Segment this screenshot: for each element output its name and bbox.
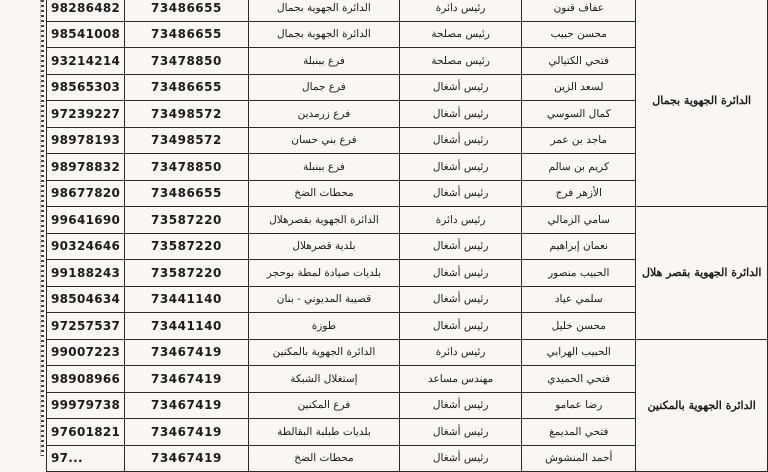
department-cell: الدائرة الجهوية بجمال [636,0,768,207]
employee-name-cell: الأزهر فرج [522,180,636,207]
job-title-cell: رئيس دائرة [400,339,522,366]
office-phone-cell: 73587220 [125,233,249,260]
office-phone-cell: 73498572 [125,101,249,128]
table-row [47,339,768,366]
unit-cell: بلديات صيادة لمطة بوحجر [248,260,399,287]
mobile-number-cell: 98978193 [47,127,125,154]
unit-cell: الدائرة الجهوية بجمال [248,21,399,48]
office-phone-cell: 73498572 [125,127,249,154]
mobile-number-cell: 98541008 [47,21,125,48]
employee-name-cell: الحبيب الهرابي [522,339,636,366]
employee-name-cell: محسن حبيب [522,21,636,48]
department-cell: الدائرة الجهوية بقصر هلال [636,207,768,340]
unit-cell: بلديات طبلبة البقالطة [248,419,399,446]
office-phone-cell: 73486655 [125,74,249,101]
office-phone-cell: 73467419 [125,339,249,366]
job-title-cell: رئيس أشغال [400,260,522,287]
job-title-cell: رئيس أشغال [400,180,522,207]
office-phone-cell: 73478850 [125,48,249,75]
office-phone-cell: 73587220 [125,207,249,234]
employee-name-cell: سامي الزمالي [522,207,636,234]
employee-name-cell: سلمي عياد [522,286,636,313]
job-title-cell: رئيس مصلحة [400,48,522,75]
job-title-cell: رئيس أشغال [400,445,522,472]
unit-cell: فرع المكنين [248,392,399,419]
employee-name-cell: عفاف قنون [522,0,636,21]
unit-cell: فرع جمال [248,74,399,101]
unit-cell: محطات الضخ [248,445,399,472]
job-title-cell: رئيس أشغال [400,127,522,154]
unit-cell: فرع بني حسان [248,127,399,154]
employee-name-cell: فتحي الحميدي [522,366,636,393]
unit-cell: فرع ببنبلة [248,48,399,75]
unit-cell: قصيبة المديوني - بنان [248,286,399,313]
employee-name-cell: لسعد الزين [522,74,636,101]
mobile-number-cell: 98978832 [47,154,125,181]
employee-name-cell: أحمد المنشوش [522,445,636,472]
mobile-number-cell: 99188243 [47,260,125,287]
office-phone-cell: 73441140 [125,286,249,313]
job-title-cell: رئيس دائرة [400,207,522,234]
office-phone-cell: 73467419 [125,392,249,419]
office-phone-cell: 73467419 [125,366,249,393]
mobile-number-cell: 97257537 [47,313,125,340]
mobile-number-cell: 93214214 [47,48,125,75]
mobile-number-cell: 99979738 [47,392,125,419]
employee-name-cell: الحبيب منصور [522,260,636,287]
unit-cell: فرع ببنبلة [248,154,399,181]
mobile-number-cell: 98565303 [47,74,125,101]
unit-cell: الدائرة الجهوية بالمكنين [248,339,399,366]
job-title-cell: رئيس مصلحة [400,21,522,48]
unit-cell: طوزة [248,313,399,340]
unit-cell: فرع زرمدين [248,101,399,128]
unit-cell: بلدية قصرهلال [248,233,399,260]
job-title-cell: رئيس أشغال [400,286,522,313]
department-cell: الدائرة الجهوية بالمكنين [636,339,768,472]
office-phone-cell: 73441140 [125,313,249,340]
job-title-cell: مهندس مساعد [400,366,522,393]
job-title-cell: رئيس أشغال [400,392,522,419]
office-phone-cell: 73587220 [125,260,249,287]
job-title-cell: رئيس أشغال [400,233,522,260]
mobile-number-cell: 97601821 [47,419,125,446]
job-title-cell: رئيس دائرة [400,0,522,21]
employee-name-cell: ماجد بن عمر [522,127,636,154]
table-body [47,0,768,472]
employee-name-cell: كريم بن سالم [522,154,636,181]
left-margin [0,0,41,456]
mobile-number-cell: 98908966 [47,366,125,393]
mobile-number-cell: 99641690 [47,207,125,234]
office-phone-cell: 73486655 [125,180,249,207]
employee-name-cell: فتحي الكتيالي [522,48,636,75]
job-title-cell: رئيس أشغال [400,101,522,128]
office-phone-cell: 73467419 [125,445,249,472]
job-title-cell: رئيس أشغال [400,313,522,340]
unit-cell: الدائرة الجهوية بقصرهلال [248,207,399,234]
mobile-number-cell: 97... [47,445,125,472]
table-row [47,207,768,234]
employee-name-cell: محسن خليل [522,313,636,340]
unit-cell: الدائرة الجهوية بجمال [248,0,399,21]
binding-edge [41,0,44,456]
mobile-number-cell: 98286482 [47,0,125,21]
employee-name-cell: فتحي المديمغ [522,419,636,446]
staff-directory-table [46,0,768,472]
office-phone-cell: 73478850 [125,154,249,181]
table-row [47,0,768,21]
job-title-cell: رئيس أشغال [400,74,522,101]
mobile-number-cell: 97239227 [47,101,125,128]
office-phone-cell: 73486655 [125,0,249,21]
employee-name-cell: نعمان إبراهيم [522,233,636,260]
office-phone-cell: 73467419 [125,419,249,446]
employee-name-cell: كمال السوسي [522,101,636,128]
mobile-number-cell: 98504634 [47,286,125,313]
office-phone-cell: 73486655 [125,21,249,48]
unit-cell: محطات الضخ [248,180,399,207]
unit-cell: إستغلال الشبكة [248,366,399,393]
employee-name-cell: رضا عمامو [522,392,636,419]
job-title-cell: رئيس أشغال [400,419,522,446]
mobile-number-cell: 90324646 [47,233,125,260]
mobile-number-cell: 99007223 [47,339,125,366]
mobile-number-cell: 98677820 [47,180,125,207]
job-title-cell: رئيس أشغال [400,154,522,181]
